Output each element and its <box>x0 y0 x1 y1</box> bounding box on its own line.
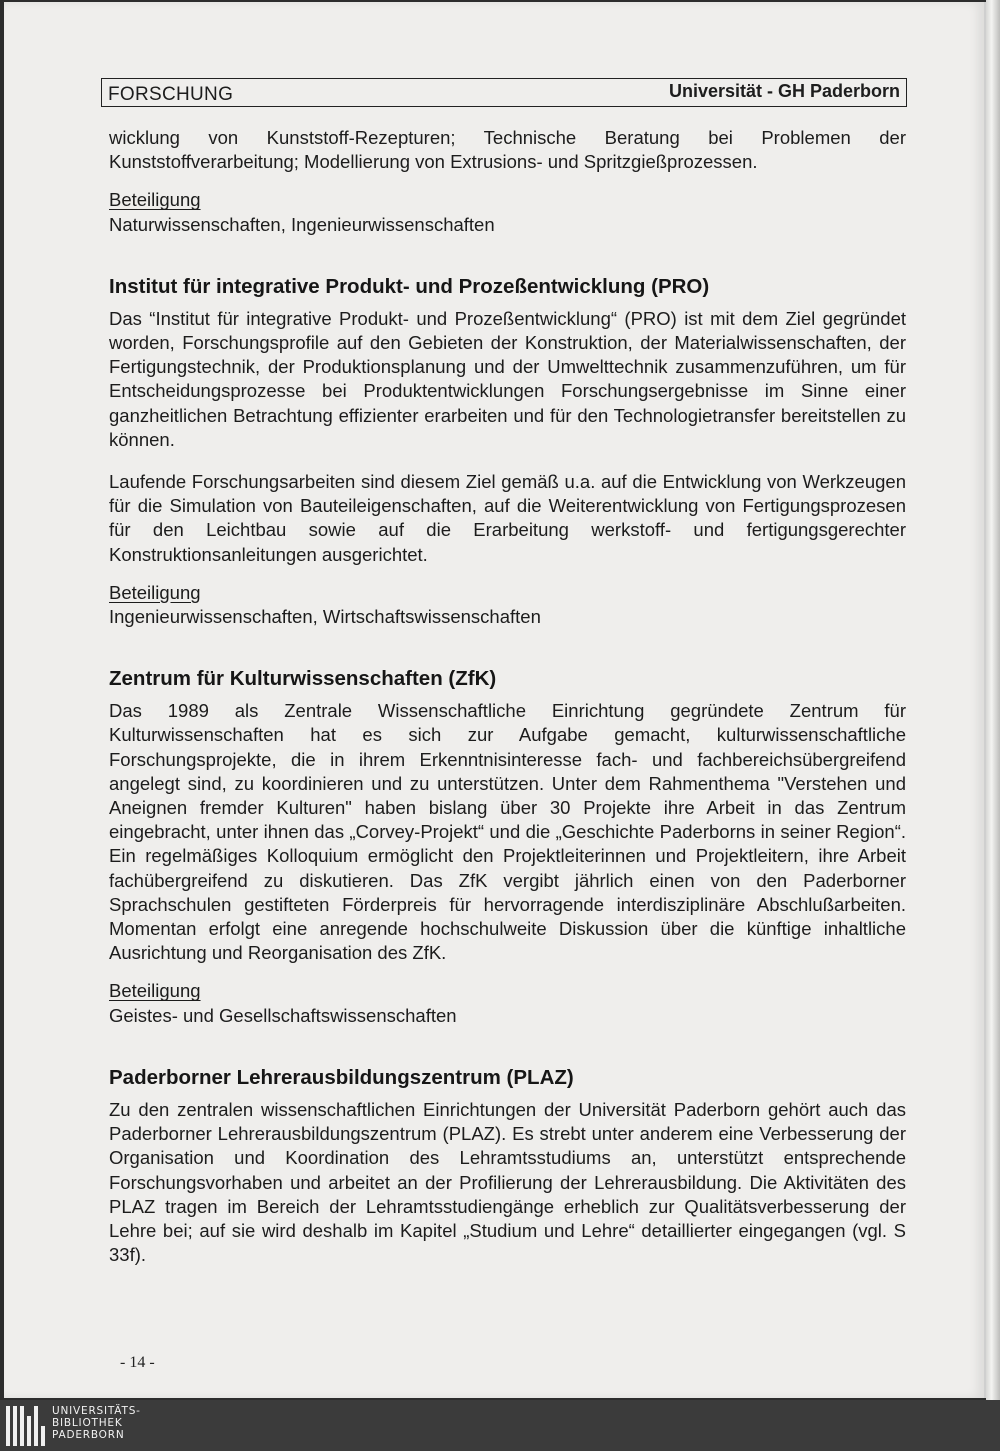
participation-label: Beteiligung <box>109 189 201 211</box>
section-title: FORSCHUNG <box>108 84 234 105</box>
section-heading-zfk: Zentrum für Kulturwissenschaften (ZfK) <box>109 667 497 691</box>
library-name <box>52 1405 141 1441</box>
pro-paragraph-2: Laufende Forschungsarbeiten sind diesem Ziel gemäß u.a. auf die Entwicklung von Werkzeugen für die Simulation von Bauteileigenschaften, auf die Weiterentwicklung von Fertigungsprozesen für den Leichtbau sowie auf die Erarbeitung werkstoff- und fertigungsgerechter Konstruktionsanleitungen ausgerichtet. <box>109 471 906 565</box>
institution-name: Universität - GH Paderborn <box>668 81 900 101</box>
page-edge <box>986 0 1000 1400</box>
page-content <box>109 126 906 1267</box>
section-heading-plaz: Paderborner Lehrerausbildungszentrum (PLAZ) <box>109 1065 574 1089</box>
library-name-line2: BIBLIOTHEK <box>52 1417 123 1429</box>
library-name-line3: PADERBORN <box>52 1429 125 1441</box>
pro-participation-value: Ingenieurwissenschaften, Wirtschaftswissenschaften <box>109 606 541 628</box>
participation-value: Naturwissenschaften, Ingenieurwissenschaften <box>109 213 495 235</box>
zfk-participation-value: Geistes- und Gesellschaftswissenschaften <box>109 1004 457 1026</box>
zfk-paragraph-1: Das 1989 als Zentrale Wissenschaftliche Einrichtung gegründete Zentrum für Kulturwissenschaften hat es sich zur Aufgabe gemacht, kulturwissenschaftliche Forschungsprojekte, die in ihrem Erkenntnisinteresse fach- und fachbereichsübergreifend angelegt sind, zu koordinieren und zu unterstützen. Unter dem Rahmenthema "Verstehen und Aneignen fremder Kulturen" haben bislang über 30 Projekte ihre Arbeit in das Zentrum eingebracht, unter ihnen das „Corvey-Projekt“ und die „Geschichte Paderborns in seiner Region“. Ein regelmäßiges Kolloquium ermöglicht den Projektleiterinnen und Projektleitern, ihre Arbeit fachübergreifend zu diskutieren. Das ZfK vergibt jährlich einen von den Paderborner Sprachschulen gestifteten Förderpreis für hervorragende interdisziplinäre Abschlußarbeiten. Momentan erfolgt eine anregende hochschulweite Diskussion über die künftige inhaltliche Ausrichtung und Reorganisation des ZfK. <box>109 700 906 964</box>
page-number: - 14 - <box>120 1354 155 1371</box>
document-page <box>4 2 987 1398</box>
library-footer-bar <box>0 1400 1000 1451</box>
library-name-line1: UNIVERSITÄTS- <box>52 1405 141 1417</box>
pro-participation-label: Beteiligung <box>109 581 201 603</box>
zfk-participation-label: Beteiligung <box>109 980 201 1002</box>
pro-paragraph-1: Das “Institut für integrative Produkt- und Prozeßentwicklung“ (PRO) ist mit dem Ziel gegründet worden, Forschungsprofile auf den Gebieten der Konstruktion, der Materialwissenschaften, der Fertigungstechnik, der Produktionsplanung und der Umwelttechnik zusammenzuführen, um für Entscheidungsprozesse bei Produktentwicklungen Forschungsergebnisse im Sinne einer ganzheitlichen Betrachtung effizienter erarbeiten und für den Technologietransfer bereitstellen zu können. <box>109 307 906 450</box>
plaz-paragraph-1: Zu den zentralen wissenschaftlichen Einrichtungen der Universität Paderborn gehört auch das Paderborner Lehrerausbildungszentrum (PLAZ). Es strebt unter anderem eine Verbesserung der Organisation und Koordination des Lehramtsstudiums an, unterstützt entsprechende Forschungsvorhaben und arbeitet an der Profilierung der Lehrerausbildung. Die Aktivitäten des PLAZ tragen im Bereich der Lehramtsstudiengänge erheblich zur Qualitätsverbesserung der Lehre bei; auf sie wird deshalb im Kapitel „Studium und Lehre“ detaillierter eingegangen (vgl. S 33f). <box>109 1098 906 1266</box>
section-heading-pro: Institut für integrative Produkt- und Prozeßentwicklung (PRO) <box>109 274 710 298</box>
intro-paragraph: wicklung von Kunststoff-Rezepturen; Technische Beratung bei Problemen der Kunststoffverarbeitung; Modellierung von Extrusions- und Spritzgießprozessen. <box>109 127 906 173</box>
page-header <box>101 78 907 107</box>
library-logo-icon <box>6 1406 44 1446</box>
